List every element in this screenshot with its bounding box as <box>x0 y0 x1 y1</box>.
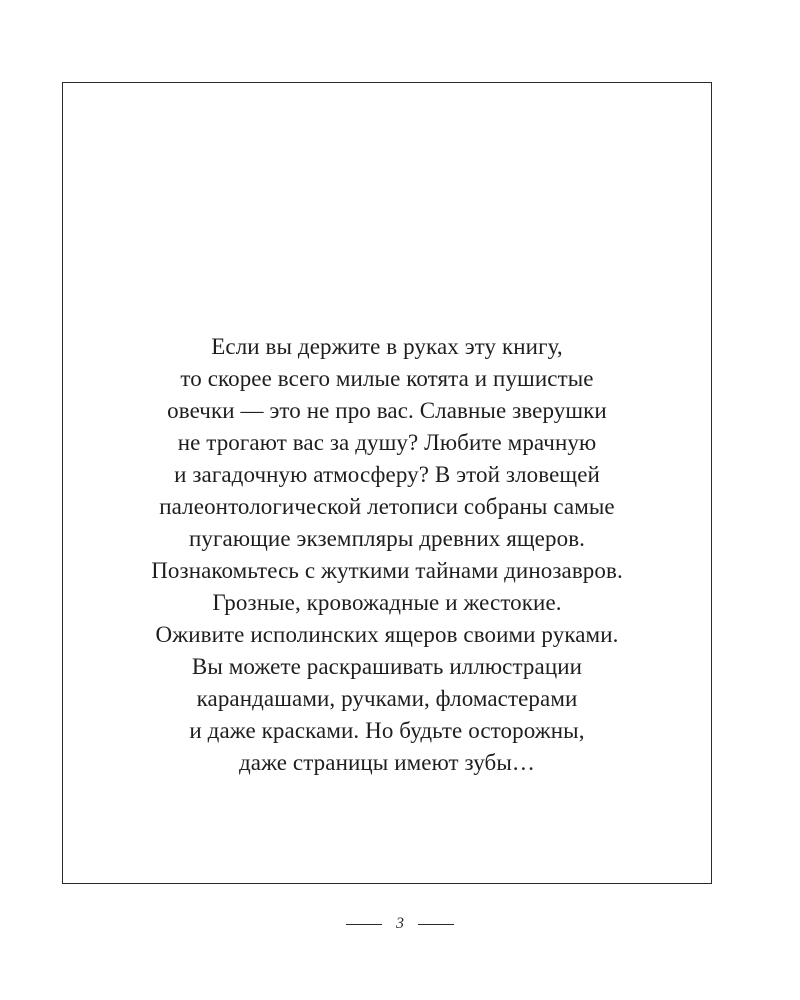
text-line: Грозные, кровожадные и жестокие. <box>212 590 562 615</box>
text-line: карандашами, ручками, фломастерами <box>196 686 578 711</box>
text-line: пугающие экземпляры древних ящеров. <box>188 526 586 551</box>
text-line: даже страницы имеют зубы… <box>238 750 536 775</box>
page-footer <box>0 912 800 936</box>
text-line: и загадочную атмосферу? В этой зловещей <box>174 462 600 487</box>
footer-rule-left <box>346 924 382 925</box>
text-line: Вы можете раскрашивать иллюстрации <box>191 654 583 679</box>
footer-rule-right <box>418 924 454 925</box>
intro-text <box>63 331 711 779</box>
text-line: Познакомьтесь с жуткими тайнами динозавров. <box>151 558 623 583</box>
text-line: овечки — это не про вас. Славные зверушки <box>167 398 607 423</box>
page-frame <box>62 82 712 884</box>
text-line: и даже красками. Но будьте осторожны, <box>189 718 585 743</box>
page-number: 3 <box>396 915 404 932</box>
text-line: Если вы держите в руках эту книгу, <box>211 334 563 359</box>
text-line: то скорее всего милые котята и пушистые <box>180 366 594 391</box>
text-line: не трогают вас за душу? Любите мрачную <box>177 430 597 455</box>
text-line: палеонтологической летописи собраны самые <box>159 494 615 519</box>
text-line: Оживите исполинских ящеров своими руками. <box>155 622 619 647</box>
